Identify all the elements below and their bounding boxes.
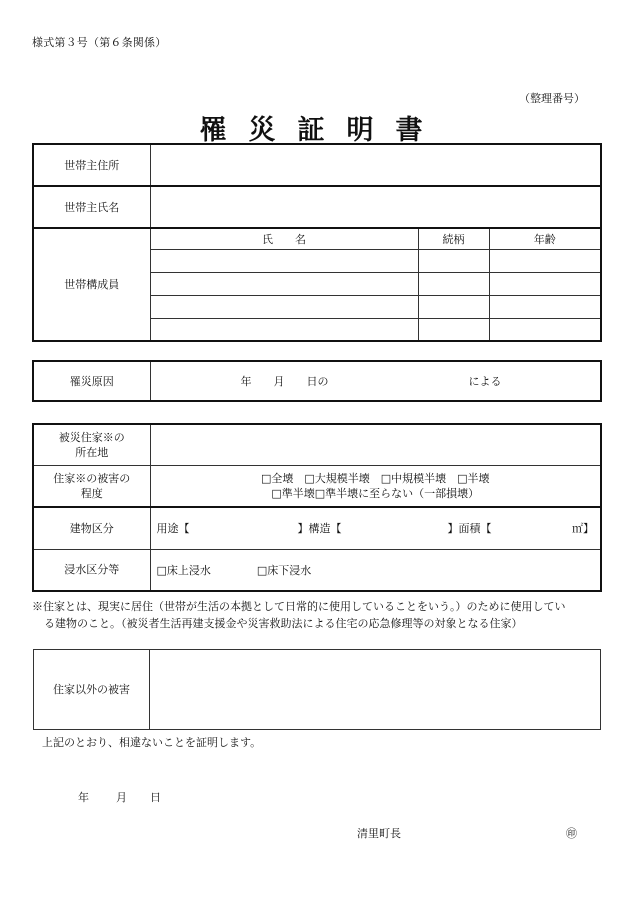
note-line2: る建物のこと。（被災者生活再建支援金や災害救助法による住宅の応急修理等の対象となる住家） <box>44 617 523 630</box>
seal-mark: ㊞ <box>566 827 577 840</box>
other-damage-table <box>33 649 601 730</box>
cause-date-text: 年 月 日の <box>240 375 329 388</box>
cause-label: 罹災原因 <box>33 361 150 401</box>
building-structure-label: 】構造【 <box>297 522 342 536</box>
damage-degree-options[interactable] <box>150 465 601 507</box>
cause-suffix: による <box>468 375 502 388</box>
flood-class-label: 浸水区分等 <box>33 549 150 591</box>
date-month: 月 <box>116 791 127 804</box>
damage-degree-label-line1: 住家※の被害の <box>53 471 131 485</box>
household-name-field[interactable] <box>150 186 601 228</box>
building-class-label: 建物区分 <box>33 507 150 549</box>
household-address-label: 世帯主住所 <box>33 144 150 186</box>
household-table <box>32 143 602 342</box>
member-relation-field[interactable] <box>418 272 489 295</box>
flood-below-floor-option[interactable]: □床下浸水 <box>256 563 312 577</box>
other-damage-label: 住家以外の被害 <box>34 650 150 730</box>
member-age-field[interactable] <box>489 295 601 318</box>
member-age-field[interactable] <box>489 318 601 341</box>
note-line1: ※住家とは、現実に居住（世帯が生活の本拠として日常的に使用していることをいう。）のために使用してい <box>32 600 566 613</box>
date-year: 年 <box>78 791 89 804</box>
mayor-title: 清里町長 <box>357 827 401 840</box>
member-age-field[interactable] <box>489 272 601 295</box>
household-members-label: 世帯構成員 <box>33 228 150 341</box>
flood-above-floor-option[interactable]: □床上浸水 <box>156 563 211 577</box>
household-name-label: 世帯主氏名 <box>33 186 150 228</box>
col-header-age: 年齢 <box>489 228 601 249</box>
certification-statement: 上記のとおり、相違ないことを証明します。 <box>42 736 262 749</box>
member-name-field[interactable] <box>150 249 418 272</box>
house-definition-note <box>32 598 604 632</box>
house-location-label <box>33 424 150 465</box>
flood-class-field[interactable] <box>150 549 601 591</box>
house-location-label-line1: 被災住家※の <box>58 430 125 444</box>
member-relation-field[interactable] <box>418 318 489 341</box>
other-damage-field[interactable] <box>150 650 601 730</box>
member-age-field[interactable] <box>489 249 601 272</box>
date-day: 日 <box>150 791 161 804</box>
damage-options-line1[interactable]: □全壊 □大規模半壊 □中規模半壊 □半壊 <box>260 471 490 485</box>
cause-field[interactable] <box>150 361 601 401</box>
building-area-unit: ㎡】 <box>572 522 594 536</box>
house-location-label-line2: 所在地 <box>75 445 109 459</box>
col-header-name: 氏 名 <box>150 228 418 249</box>
member-name-field[interactable] <box>150 272 418 295</box>
damage-options-line2[interactable]: □準半壊□準半壊に至らない（一部損壊） <box>271 486 480 500</box>
page-title: 罹災証明書 <box>199 115 445 146</box>
form-number: 様式第３号（第６条関係） <box>32 36 167 49</box>
member-relation-field[interactable] <box>418 249 489 272</box>
building-area-label: 】面積【 <box>447 522 492 536</box>
damage-degree-label-line2: 程度 <box>80 486 103 500</box>
building-class-field[interactable] <box>150 507 601 549</box>
damage-degree-label <box>33 465 150 507</box>
serial-number-label: （整理番号） <box>519 92 585 105</box>
house-damage-table <box>32 423 602 592</box>
house-location-field[interactable] <box>150 424 601 465</box>
col-header-relation: 続柄 <box>418 228 489 249</box>
cause-table <box>32 360 602 402</box>
building-use-label: 用途【 <box>156 522 190 536</box>
member-relation-field[interactable] <box>418 295 489 318</box>
household-address-field[interactable] <box>150 144 601 186</box>
member-name-field[interactable] <box>150 318 418 341</box>
member-name-field[interactable] <box>150 295 418 318</box>
